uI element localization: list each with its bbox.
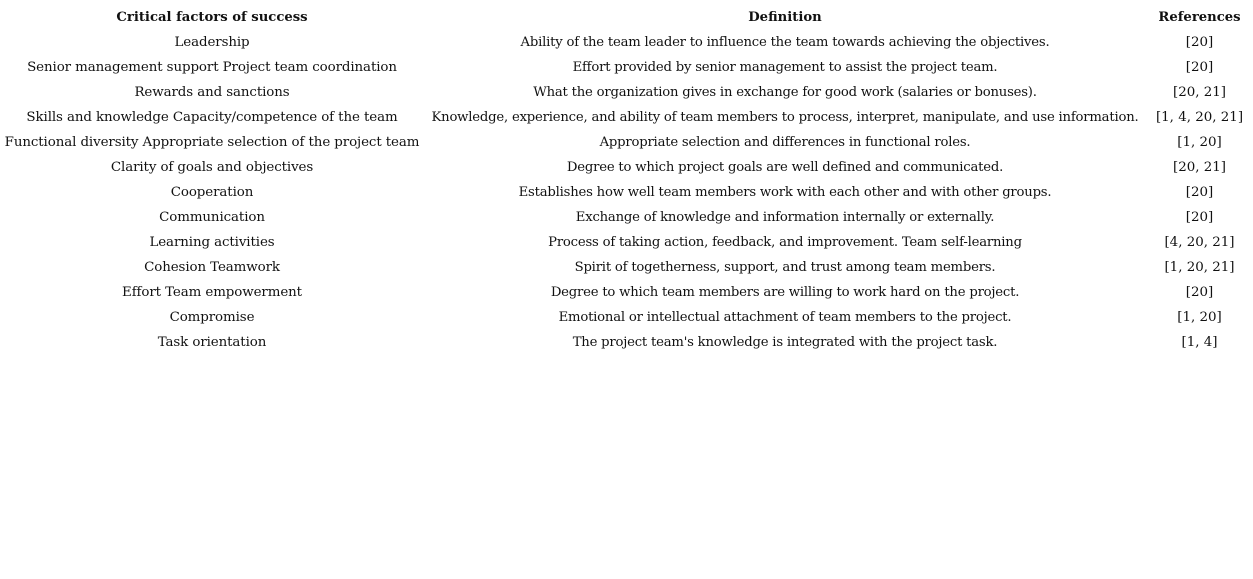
definition-cell: Exchange of knowledge and information internally or externally.: [575, 210, 995, 225]
factor-cell: Communication: [159, 210, 265, 225]
factor-cell: Task orientation: [157, 335, 267, 350]
definition-cell: Knowledge, experience, and ability of team members to process, interpret, manipulate, and use information.: [431, 110, 1139, 125]
references-cell: [1, 4]: [1181, 335, 1218, 350]
factor-cell: Clarity of goals and objectives: [110, 160, 314, 175]
table-row: [4, 255, 1249, 280]
definition-cell: Process of taking action, feedback, and improvement. Team self-learning: [548, 235, 1022, 250]
table-row: [4, 280, 1249, 305]
references-cell: [20, 21]: [1172, 160, 1227, 175]
references-cell: [4, 20, 21]: [1164, 235, 1235, 250]
definition-cell: Degree to which project goals are well defined and communicated.: [566, 160, 1004, 175]
header-critical-factors: Critical factors of success: [116, 10, 308, 25]
references-cell: [1, 20]: [1177, 135, 1222, 150]
references-cell: [20]: [1185, 185, 1214, 200]
references-cell: [20, 21]: [1172, 85, 1227, 100]
factor-cell: Rewards and sanctions: [134, 85, 290, 100]
table-row: [4, 155, 1249, 180]
definition-cell: Effort provided by senior management to assist the project team.: [572, 60, 998, 75]
table-row: [4, 30, 1249, 55]
header-row: [4, 5, 1249, 30]
references-cell: [20]: [1185, 60, 1214, 75]
definition-cell: Ability of the team leader to influence the team towards achieving the objectives.: [520, 35, 1050, 50]
references-cell: [1, 20]: [1177, 310, 1222, 325]
table-row: [4, 105, 1249, 130]
table-row: [4, 80, 1249, 105]
factor-cell: Senior management support Project team coordination: [27, 60, 397, 75]
header-references: References: [1158, 10, 1241, 25]
definition-cell: Degree to which team members are willing to work hard on the project.: [550, 285, 1020, 300]
success-factors-table-container: [4, 5, 1249, 355]
header-definition: Definition: [748, 10, 822, 25]
factor-cell: Functional diversity Appropriate selection of the project team: [4, 135, 420, 150]
factor-cell: Effort Team empowerment: [122, 285, 302, 300]
definition-cell: Establishes how well team members work with each other and with other groups.: [518, 185, 1052, 200]
factor-cell: Cohesion Teamwork: [144, 260, 280, 275]
definition-cell: Appropriate selection and differences in functional roles.: [599, 135, 971, 150]
definition-cell: The project team's knowledge is integrated with the project task.: [572, 335, 998, 350]
factor-cell: Leadership: [174, 35, 250, 50]
factor-cell: Learning activities: [149, 235, 275, 250]
definition-cell: What the organization gives in exchange for good work (salaries or bonuses).: [533, 85, 1037, 100]
factor-cell: Skills and knowledge Capacity/competence of the team: [26, 110, 398, 125]
factor-cell: Cooperation: [170, 185, 254, 200]
table-row: [4, 330, 1249, 355]
table-row: [4, 180, 1249, 205]
factor-cell: Compromise: [169, 310, 255, 325]
references-cell: [20]: [1185, 210, 1214, 225]
table-row: [4, 55, 1249, 80]
table-row: [4, 230, 1249, 255]
definition-cell: Emotional or intellectual attachment of team members to the project.: [558, 310, 1012, 325]
references-cell: [1, 20, 21]: [1164, 260, 1235, 275]
table-header: [4, 5, 1249, 30]
references-cell: [20]: [1185, 35, 1214, 50]
table-row: [4, 305, 1249, 330]
definition-cell: Spirit of togetherness, support, and trust among team members.: [574, 260, 996, 275]
success-factors-table: [4, 5, 1249, 355]
table-row: [4, 130, 1249, 155]
references-cell: [1, 4, 20, 21]: [1155, 110, 1244, 125]
table-body: [4, 30, 1249, 355]
references-cell: [20]: [1185, 285, 1214, 300]
table-row: [4, 205, 1249, 230]
